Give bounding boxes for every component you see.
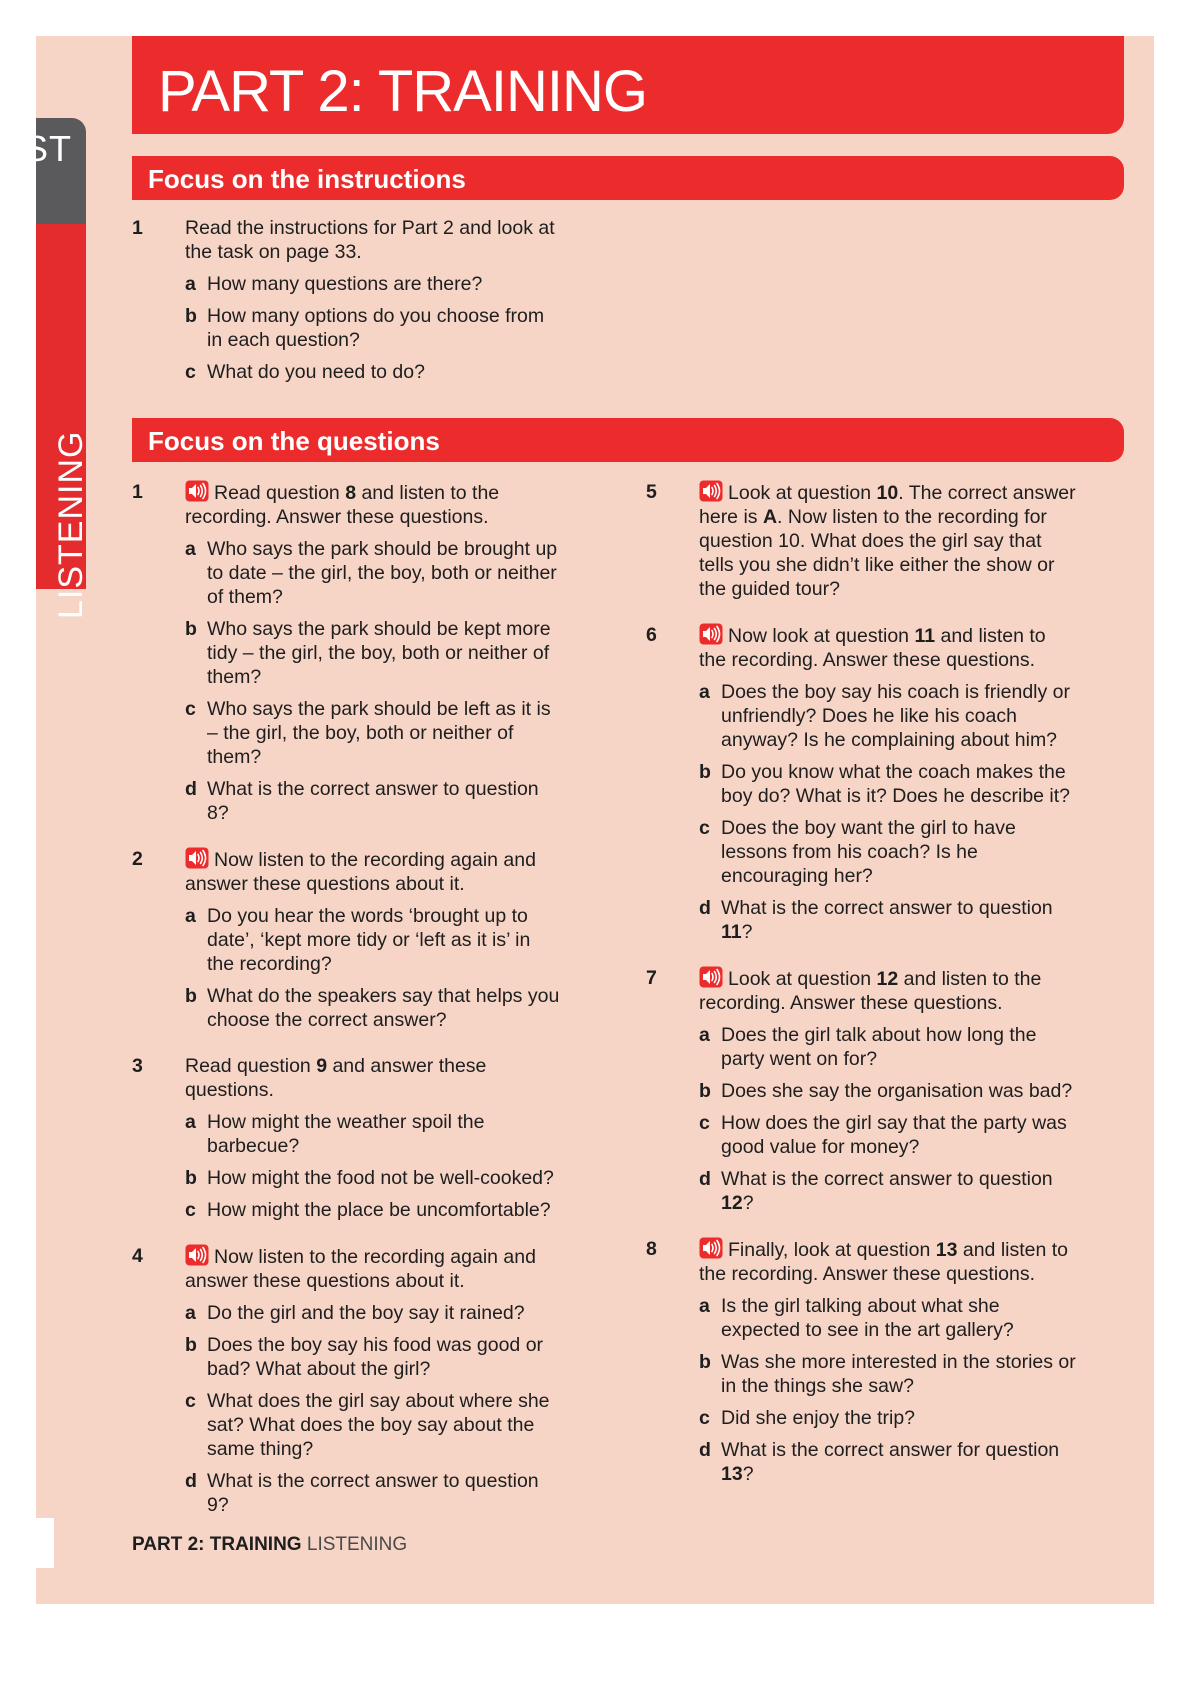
sub-question-letter: c xyxy=(185,698,196,720)
question-number: 3 xyxy=(132,1055,143,1077)
text-segment: What do the speakers say that helps you choose the correct answer? xyxy=(207,985,560,1031)
sub-question-letter: a xyxy=(185,273,196,295)
sub-question-text xyxy=(207,1166,562,1190)
question-text xyxy=(185,216,562,264)
sub-question-letter: d xyxy=(699,1439,711,1461)
question-item xyxy=(132,1244,562,1517)
sub-question xyxy=(699,760,1076,808)
text-segment: How might the place be uncomfortable? xyxy=(207,1199,551,1221)
audio-speaker-icon[interactable] xyxy=(185,847,209,869)
footer-section: LISTENING xyxy=(306,1534,408,1555)
text-segment: and listen to the recording. Answer these questions. xyxy=(699,625,1046,671)
question-item xyxy=(646,623,1076,944)
sub-question xyxy=(185,272,562,296)
text-segment: Does the boy say his coach is friendly or unfriendly? Does he like his coach anyway? Is he complaining about him? xyxy=(721,681,1071,751)
text-segment: ? xyxy=(742,1192,754,1214)
sub-question xyxy=(185,360,562,384)
sub-question-text xyxy=(207,617,562,689)
sub-question-text xyxy=(721,1294,1076,1342)
sub-question-text xyxy=(207,1469,562,1517)
text-segment: and listen to the recording. Answer these questions. xyxy=(699,968,1042,1014)
text-segment: Was she more interested in the stories or in the things she saw? xyxy=(721,1351,1076,1397)
sub-question xyxy=(185,1389,562,1461)
audio-speaker-icon[interactable] xyxy=(185,480,209,502)
page-footer xyxy=(132,1534,407,1556)
sub-question-letter: b xyxy=(185,618,197,640)
question-item xyxy=(132,216,562,384)
questions-right-column xyxy=(646,480,1076,1486)
question-number: 5 xyxy=(646,481,657,503)
sub-question-text xyxy=(207,1301,562,1325)
sub-question-letter: a xyxy=(185,538,196,560)
sub-question-letter: a xyxy=(185,1111,196,1133)
text-segment: How might the weather spoil the barbecue? xyxy=(207,1111,485,1157)
text-segment: Read question xyxy=(214,482,346,504)
sub-question-text xyxy=(721,816,1076,888)
sub-question-text xyxy=(207,537,562,609)
sub-question-text xyxy=(721,1406,1076,1430)
audio-speaker-icon[interactable] xyxy=(699,623,723,645)
text-segment: . The correct answer here is xyxy=(699,482,1076,528)
question-item xyxy=(132,480,562,825)
sub-question xyxy=(185,1110,562,1158)
text-segment: ? xyxy=(741,921,753,943)
text-segment: . Now listen to the recording for question 10. What does the girl say that tells you she didn’t like either the show or the guided tour? xyxy=(699,506,1055,600)
text-segment: Read the instructions for Part 2 and look at the task on page 33. xyxy=(185,217,555,263)
sub-question-text xyxy=(207,1389,562,1461)
sub-question-text xyxy=(207,1198,562,1222)
sub-question xyxy=(185,904,562,976)
sub-question xyxy=(699,1111,1076,1159)
question-text xyxy=(699,480,1076,601)
sub-question xyxy=(185,537,562,609)
sub-question-letter: b xyxy=(699,1351,711,1373)
bold-reference: 8 xyxy=(345,482,357,504)
text-segment: Now listen to the recording again and answer these questions about it. xyxy=(185,849,536,895)
bold-reference: 12 xyxy=(721,1192,743,1214)
text-segment: Who says the park should be left as it is – the girl, the boy, both or neither of them? xyxy=(207,698,551,768)
section-heading-text: Focus on the instructions xyxy=(148,164,466,194)
title-banner xyxy=(132,36,1124,134)
sub-question xyxy=(185,697,562,769)
audio-speaker-icon[interactable] xyxy=(185,1244,209,1266)
text-segment: What do you need to do? xyxy=(207,361,425,383)
text-segment: What is the correct answer for question xyxy=(721,1439,1060,1461)
sub-question-letter: d xyxy=(185,778,197,800)
sub-question xyxy=(699,1294,1076,1342)
text-segment: Did she enjoy the trip? xyxy=(721,1407,916,1429)
question-number: 1 xyxy=(132,217,143,239)
question-number: 2 xyxy=(132,848,143,870)
sub-question-letter: c xyxy=(185,1390,196,1412)
sub-question xyxy=(699,896,1076,944)
bold-reference: 13 xyxy=(935,1239,958,1261)
text-segment: Do you hear the words ‘brought up to date’, ‘kept more tidy or ‘left as it is’ in the recording? xyxy=(207,905,531,975)
text-segment: Does the boy want the girl to have lessons from his coach? Is he encouraging her? xyxy=(721,817,1016,887)
text-segment: How many questions are there? xyxy=(207,273,483,295)
sub-question-text xyxy=(721,1350,1076,1398)
audio-speaker-icon[interactable] xyxy=(699,966,723,988)
side-tab-vertical-text: LISTENING xyxy=(52,430,90,619)
questions-left-column xyxy=(132,480,562,1517)
sub-question xyxy=(699,1350,1076,1398)
text-segment: What does the girl say about where she sat? What does the boy say about the same thing? xyxy=(207,1390,550,1460)
sub-question-text xyxy=(721,1111,1076,1159)
sub-question xyxy=(185,1198,562,1222)
question-item xyxy=(646,1237,1076,1486)
sub-question xyxy=(185,617,562,689)
text-segment: Does the girl talk about how long the party went on for? xyxy=(721,1024,1037,1070)
bold-reference: 9 xyxy=(316,1055,328,1077)
question-text xyxy=(699,623,1076,672)
footer-title: PART 2: TRAINING xyxy=(132,1534,302,1555)
sub-question xyxy=(699,816,1076,888)
question-text xyxy=(185,1054,562,1102)
text-segment: What is the correct answer to question 8? xyxy=(207,778,539,824)
question-number: 4 xyxy=(132,1245,143,1267)
text-segment: How might the food not be well-cooked? xyxy=(207,1167,554,1189)
sub-question xyxy=(699,1079,1076,1103)
text-segment: Look at question xyxy=(728,968,877,990)
question-text xyxy=(185,480,562,529)
sub-question-letter: a xyxy=(699,1024,710,1046)
bold-reference: 13 xyxy=(721,1463,743,1485)
section-heading-questions xyxy=(132,418,1124,462)
instructions-list xyxy=(132,216,562,384)
question-number: 1 xyxy=(132,481,143,503)
question-number: 7 xyxy=(646,967,657,989)
sub-question xyxy=(699,680,1076,752)
text-segment: What is the correct answer to question xyxy=(721,897,1053,919)
sub-question-letter: c xyxy=(185,1199,196,1221)
side-tab-marker xyxy=(36,1518,54,1568)
sub-question xyxy=(699,1406,1076,1430)
text-segment: What is the correct answer to question xyxy=(721,1168,1053,1190)
sub-question-text xyxy=(721,680,1076,752)
question-text xyxy=(699,1237,1076,1286)
sub-question-text xyxy=(207,984,562,1032)
text-segment: ? xyxy=(742,1463,754,1485)
question-text xyxy=(185,1244,562,1293)
sub-question-text xyxy=(207,697,562,769)
sub-question-letter: c xyxy=(185,361,196,383)
text-segment: Now look at question xyxy=(728,625,915,647)
text-segment: Does she say the organisation was bad? xyxy=(721,1080,1073,1102)
sub-question-letter: b xyxy=(699,761,711,783)
sub-question xyxy=(699,1023,1076,1071)
question-item xyxy=(132,1054,562,1222)
text-segment: Who says the park should be kept more tidy – the girl, the boy, both or neither of them? xyxy=(207,618,551,688)
sub-question-letter: c xyxy=(699,1112,710,1134)
sub-question xyxy=(699,1167,1076,1215)
sub-question-letter: a xyxy=(185,905,196,927)
question-number: 8 xyxy=(646,1238,657,1260)
sub-question-letter: b xyxy=(185,1334,197,1356)
bold-reference: 11 xyxy=(914,625,936,647)
text-segment: Is the girl talking about what she expected to see in the art gallery? xyxy=(721,1295,1014,1341)
text-segment: Finally, look at question xyxy=(728,1239,936,1261)
sub-question xyxy=(185,1301,562,1325)
sub-question-text xyxy=(721,1079,1076,1103)
sub-question-text xyxy=(207,304,562,352)
sub-question-letter: d xyxy=(699,897,711,919)
text-segment: Look at question xyxy=(728,482,877,504)
sub-question-text xyxy=(721,760,1076,808)
audio-speaker-icon[interactable] xyxy=(699,480,723,502)
sub-question-letter: c xyxy=(699,817,710,839)
side-tab-top-text: ST xyxy=(24,128,73,169)
text-segment: and listen to the recording. Answer these questions. xyxy=(185,482,500,528)
sub-question xyxy=(185,777,562,825)
sub-question xyxy=(185,1469,562,1517)
sub-question-letter: a xyxy=(185,1302,196,1324)
text-segment: and answer these questions. xyxy=(185,1055,487,1101)
sub-question-text xyxy=(207,777,562,825)
sub-question-letter: b xyxy=(185,985,197,1007)
question-text xyxy=(699,966,1076,1015)
question-item xyxy=(646,966,1076,1215)
text-segment: How many options do you choose from in each question? xyxy=(207,305,545,351)
sub-question-text xyxy=(721,1167,1076,1215)
text-segment: What is the correct answer to question 9? xyxy=(207,1470,539,1516)
audio-speaker-icon[interactable] xyxy=(699,1237,723,1259)
text-segment: Now listen to the recording again and answer these questions about it. xyxy=(185,1246,536,1292)
sub-question-letter: b xyxy=(185,1167,197,1189)
sub-question xyxy=(185,304,562,352)
text-segment: Who says the park should be brought up to date – the girl, the boy, both or neither of them? xyxy=(207,538,558,608)
sub-question-letter: d xyxy=(185,1470,197,1492)
question-item xyxy=(646,480,1076,601)
text-segment: Read question xyxy=(185,1055,317,1077)
sub-question xyxy=(185,1333,562,1381)
text-segment: Does the boy say his food was good or bad? What about the girl? xyxy=(207,1334,544,1380)
sub-question-letter: d xyxy=(699,1168,711,1190)
sub-question-letter: a xyxy=(699,681,710,703)
bold-reference: A xyxy=(762,506,778,528)
sub-question-letter: b xyxy=(185,305,197,327)
page-title: PART 2: TRAINING xyxy=(158,59,647,124)
side-tab-test xyxy=(24,118,86,224)
text-segment: Do the girl and the boy say it rained? xyxy=(207,1302,525,1324)
bold-reference: 10 xyxy=(876,482,899,504)
sub-question-letter: a xyxy=(699,1295,710,1317)
bold-reference: 12 xyxy=(876,968,899,990)
sub-question-letter: c xyxy=(699,1407,710,1429)
sub-question xyxy=(699,1438,1076,1486)
sub-question-text xyxy=(207,904,562,976)
question-text xyxy=(185,847,562,896)
sub-question xyxy=(185,984,562,1032)
sub-question-letter: b xyxy=(699,1080,711,1102)
question-item xyxy=(132,847,562,1032)
text-segment: and listen to the recording. Answer these questions. xyxy=(699,1239,1069,1285)
bold-reference: 11 xyxy=(721,921,742,943)
sub-question-text xyxy=(207,272,562,296)
side-tab-listening xyxy=(36,224,90,619)
sub-question-text xyxy=(721,1438,1076,1486)
text-segment: Do you know what the coach makes the boy do? What is it? Does he describe it? xyxy=(721,761,1071,807)
text-segment: How does the girl say that the party was good value for money? xyxy=(721,1112,1067,1158)
question-number: 6 xyxy=(646,624,657,646)
section-heading-instructions xyxy=(132,156,1124,200)
sub-question-text xyxy=(721,896,1076,944)
sub-question-text xyxy=(207,360,562,384)
section-heading-text: Focus on the questions xyxy=(148,426,440,456)
sub-question-text xyxy=(207,1110,562,1158)
sub-question-text xyxy=(207,1333,562,1381)
sub-question-text xyxy=(721,1023,1076,1071)
sub-question xyxy=(185,1166,562,1190)
